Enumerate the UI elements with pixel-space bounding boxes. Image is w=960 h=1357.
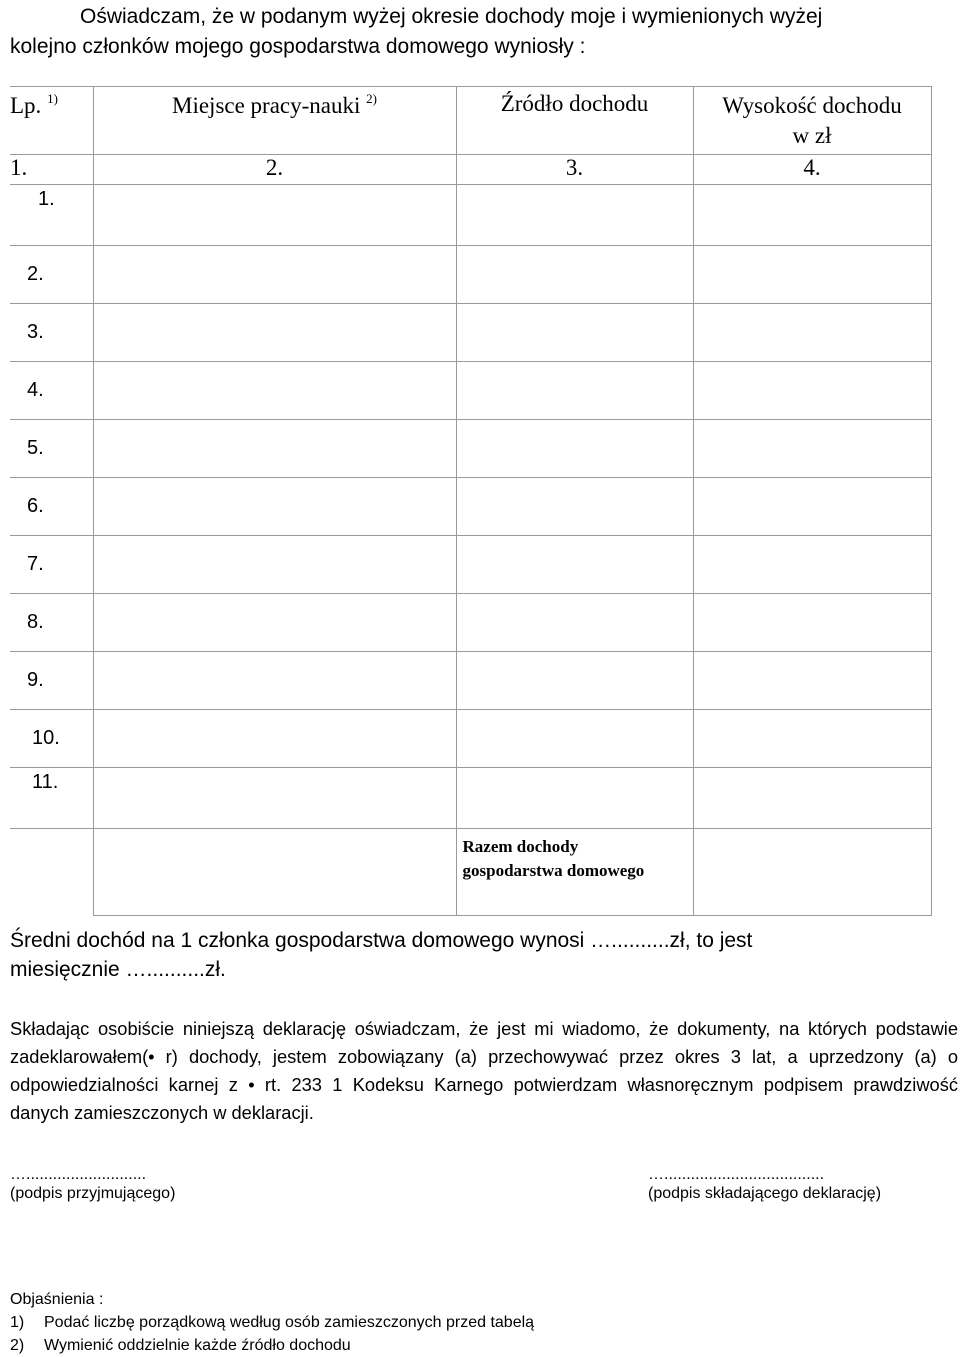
source-cell[interactable]: [456, 594, 693, 652]
header-source: Źródło dochodu: [456, 87, 693, 155]
row-number: 11.: [10, 768, 93, 829]
table-row: [10, 185, 931, 246]
header-place: Miejsce pracy-nauki $^{2)}$: [93, 87, 456, 155]
place-cell[interactable]: [93, 478, 456, 536]
amount-cell[interactable]: [693, 710, 931, 768]
amount-cell[interactable]: [693, 768, 931, 829]
place-cell[interactable]: [93, 304, 456, 362]
amount-cell[interactable]: [693, 362, 931, 420]
table-row: [10, 768, 931, 829]
source-cell[interactable]: [456, 710, 693, 768]
column-number: 1.: [10, 155, 93, 185]
place-cell[interactable]: [93, 536, 456, 594]
column-number: 3.: [456, 155, 693, 185]
table-row: [10, 420, 931, 478]
place-cell[interactable]: [93, 420, 456, 478]
amount-cell[interactable]: [693, 594, 931, 652]
header-amount: Wysokość dochodu w zł: [693, 87, 931, 155]
source-cell[interactable]: [456, 304, 693, 362]
source-cell[interactable]: [456, 420, 693, 478]
income-table: [10, 86, 932, 916]
total-amount-cell[interactable]: [693, 829, 931, 916]
amount-cell[interactable]: [693, 420, 931, 478]
row-number: 3.: [10, 304, 93, 362]
row-number: 5.: [10, 420, 93, 478]
place-cell[interactable]: [93, 594, 456, 652]
footnotes-title: Objaśnienia :: [10, 1291, 104, 1308]
source-cell[interactable]: [456, 478, 693, 536]
amount-cell[interactable]: [693, 246, 931, 304]
source-cell[interactable]: [456, 185, 693, 246]
average-income-statement: [10, 926, 940, 984]
place-cell[interactable]: [93, 185, 456, 246]
intro-line-1: Oświadczam, że w podanym wyżej okresie dochody moje i wymienionych wyżej: [80, 5, 823, 28]
row-number: 1.: [10, 185, 93, 246]
table-row: [10, 362, 931, 420]
intro-line-2: kolejno członków mojego gospodarstwa domowego wyniosły :: [10, 35, 586, 58]
declarant-signature-line: …....................................: [648, 1166, 825, 1183]
table-row: [10, 710, 931, 768]
table-row: [10, 246, 931, 304]
average-line-1: Średni dochód na 1 członka gospodarstwa domowego wynosi …..........zł, to jest: [10, 929, 753, 952]
column-number: 2.: [93, 155, 456, 185]
source-cell[interactable]: [456, 362, 693, 420]
amount-cell[interactable]: [693, 478, 931, 536]
amount-cell[interactable]: [693, 652, 931, 710]
total-row: [10, 829, 931, 916]
table-row: [10, 304, 931, 362]
receiver-signature-label: (podpis przyjmującego): [10, 1185, 176, 1202]
total-label: Razem dochody gospodarstwa domowego: [456, 829, 693, 916]
row-number: 4.: [10, 362, 93, 420]
place-cell[interactable]: [93, 652, 456, 710]
average-line-2: miesięcznie …..........zł.: [10, 958, 226, 981]
table-row: [10, 594, 931, 652]
source-cell[interactable]: [456, 536, 693, 594]
footnote-item: 2) Wymienić oddzielnie każde źródło dochodu: [10, 1337, 351, 1354]
amount-cell[interactable]: [693, 304, 931, 362]
header-lp: Lp. $^{1)}$: [10, 87, 93, 155]
place-cell[interactable]: [93, 362, 456, 420]
row-number: 9.: [10, 652, 93, 710]
table-row: [10, 652, 931, 710]
declaration-text: Składając osobiście niniejszą deklarację oświadczam, że jest mi wiadomo, że dokumenty, na których podstawie zadeklarowałem(• r) dochody, jestem zobowiązany (a) przechowywać przez okres 3 lat, a uprzedzony (a) o odpowiedzialności karnej z • rt. 233 1 Kodeksu Karnego potwierdzam własnoręcznym podpisem prawdziwość danych zamieszczonych w deklaracji.: [10, 1018, 958, 1123]
row-number: 6.: [10, 478, 93, 536]
row-number: 10.: [10, 710, 93, 768]
row-number: 8.: [10, 594, 93, 652]
place-cell[interactable]: [93, 768, 456, 829]
table-row: [10, 536, 931, 594]
source-cell[interactable]: [456, 768, 693, 829]
place-cell[interactable]: [93, 710, 456, 768]
place-cell[interactable]: [93, 246, 456, 304]
source-cell[interactable]: [456, 246, 693, 304]
row-number: 7.: [10, 536, 93, 594]
source-cell[interactable]: [456, 652, 693, 710]
column-number: 4.: [693, 155, 931, 185]
column-number-row: [10, 155, 931, 185]
table-row: [10, 478, 931, 536]
declarant-signature-label: (podpis składającego deklarację): [648, 1185, 882, 1202]
amount-cell[interactable]: [693, 185, 931, 246]
amount-cell[interactable]: [693, 536, 931, 594]
header-row: [10, 87, 931, 155]
footnotes: [10, 1288, 534, 1357]
row-number: 2.: [10, 246, 93, 304]
intro-statement: [10, 2, 940, 62]
receiver-signature-line: …...........................: [10, 1166, 147, 1183]
footnote-item: 1) Podać liczbę porządkową według osób zamieszczonych przed tabelą: [10, 1314, 535, 1331]
